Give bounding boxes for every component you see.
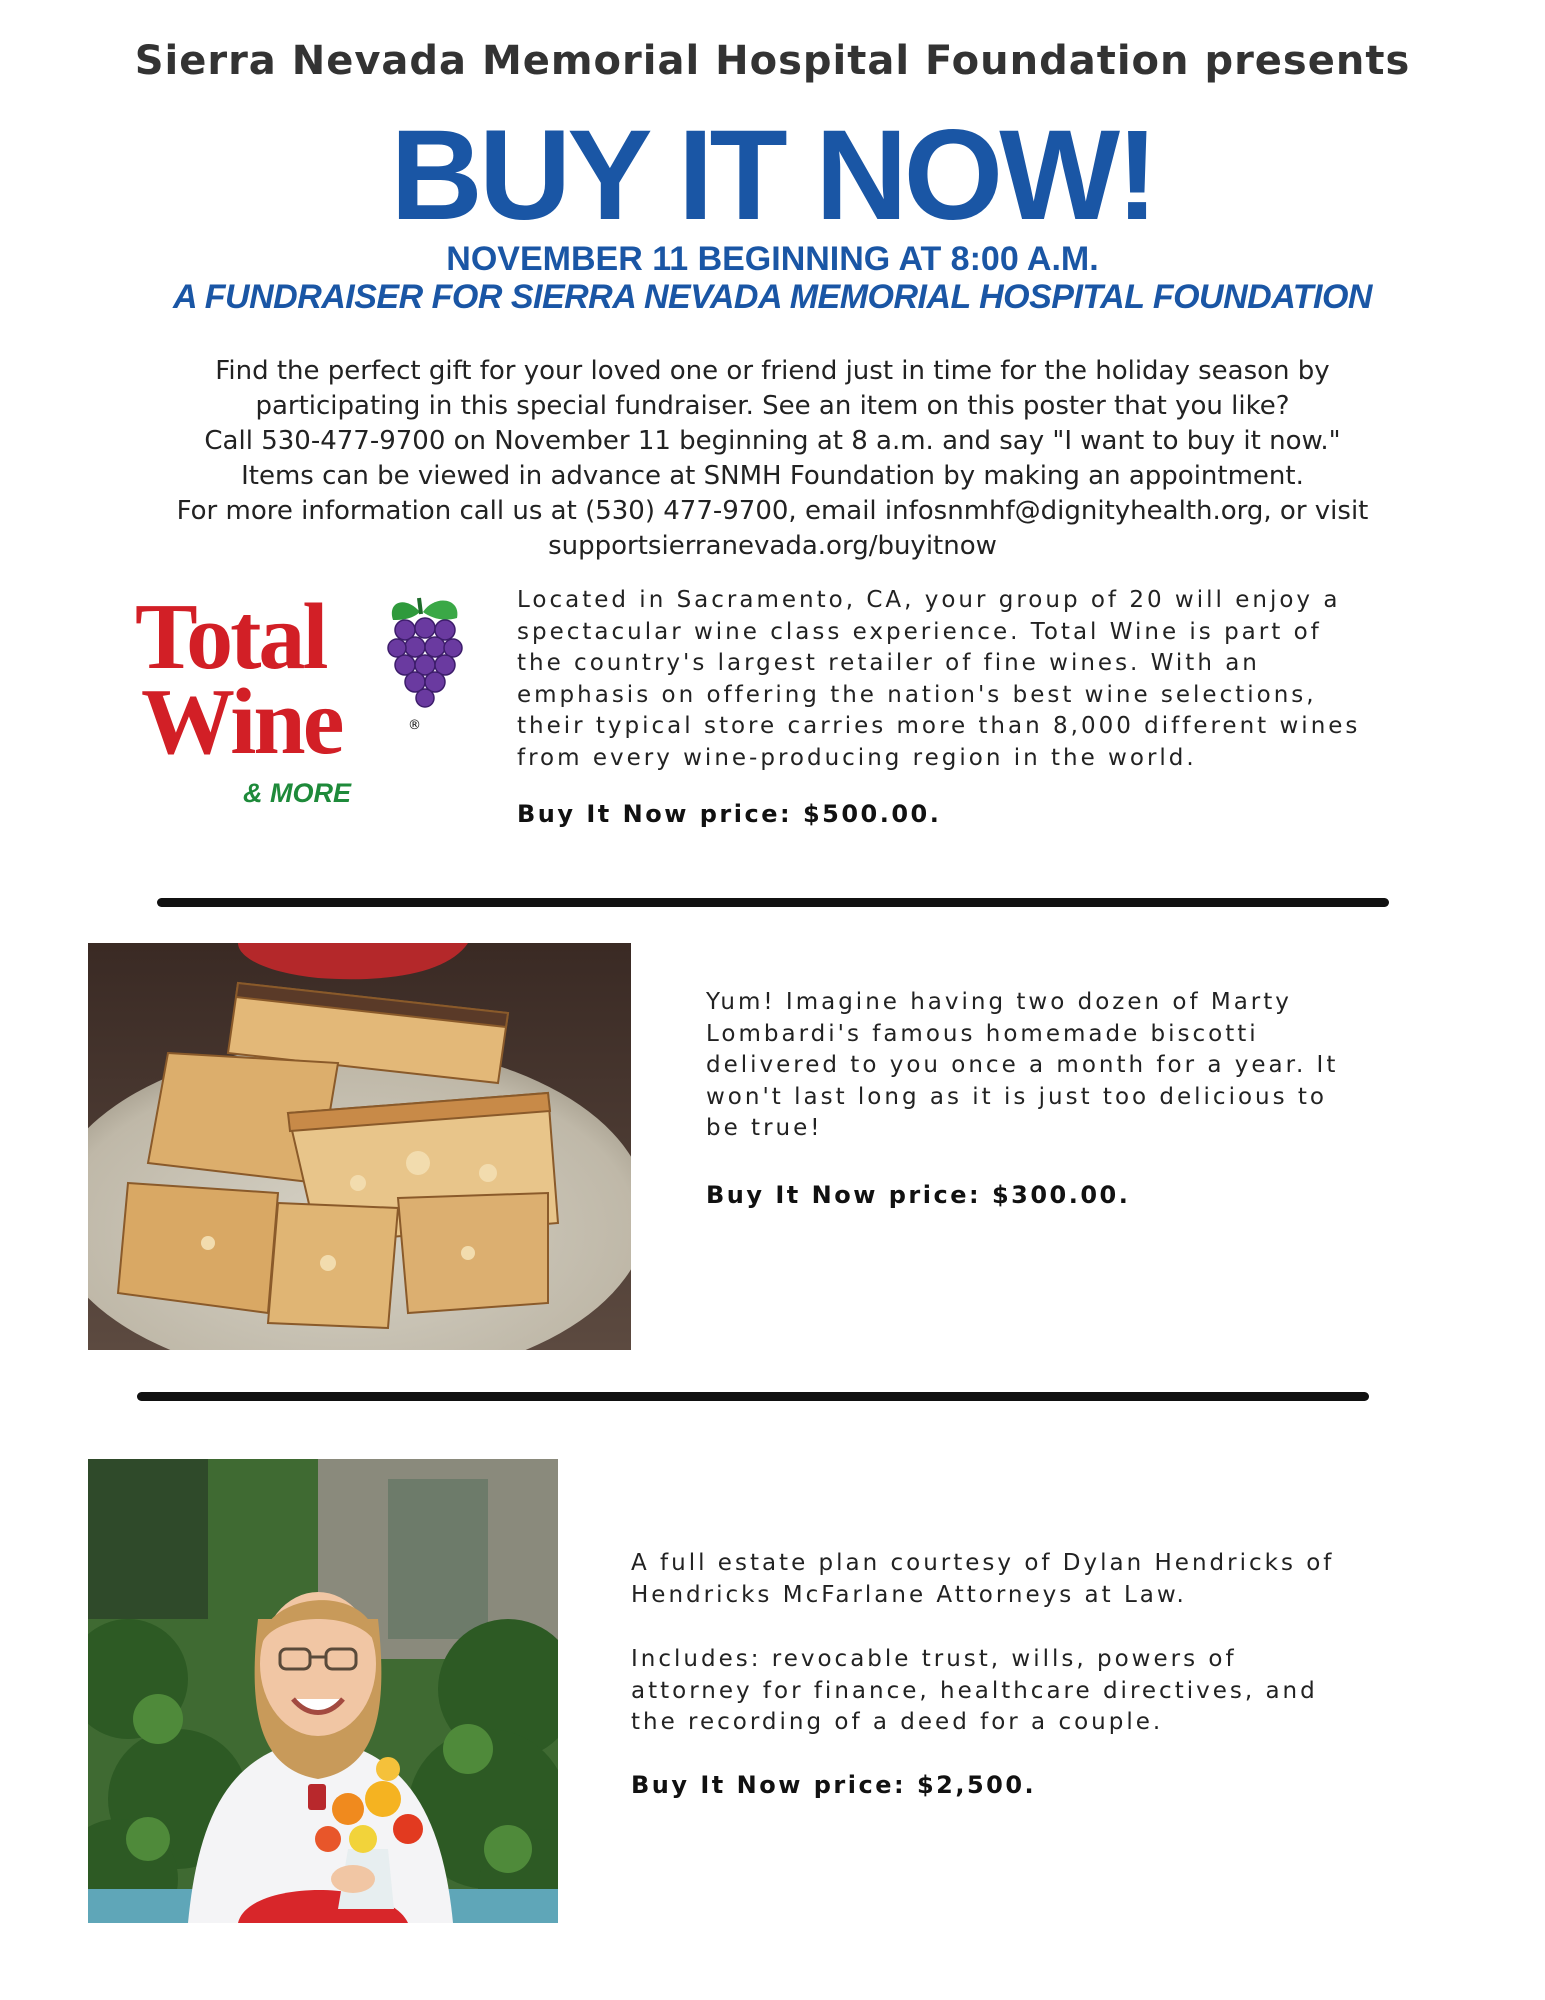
description-line: from every wine-producing region in the world. [517,744,1197,771]
estate-plan-includes [631,1644,1318,1739]
logo-and-more: & MORE [243,778,351,808]
intro-line: Call 530-477-9700 on November 11 beginning at 8 a.m. and say "I want to buy it now." [204,426,1341,456]
description-line: be true! [706,1115,823,1141]
includes-line: attorney for finance, healthcare directives, and [631,1677,1318,1704]
grape-icon [375,590,475,710]
includes-line: the recording of a deed for a couple. [631,1709,1164,1735]
description-line: Yum! Imagine having two dozen of Marty [706,989,1292,1015]
estate-plan-description [631,1548,1334,1611]
date-line: NOVEMBER 11 BEGINNING AT 8:00 A.M. [446,240,1099,278]
logo-registered-mark: ® [408,718,421,733]
description-line: their typical store carries more than 8,000 different wines [517,713,1361,739]
fundraiser-line: A FUNDRAISER FOR SIERRA NEVADA MEMORIAL HOSPITAL FOUNDATION [173,278,1372,316]
estate-plan-price: Buy It Now price: $2,500. [631,1771,1037,1799]
intro-line: supportsierranevada.org/buyitnow [548,531,997,561]
biscotti-description [706,987,1338,1145]
total-wine-description [517,585,1360,774]
description-line: spectacular wine class experience. Total Wine is part of [517,618,1322,645]
intro-line: Find the perfect gift for your loved one or friend just in time for the holiday season by [215,356,1330,386]
logo-wine: Wine [141,670,342,774]
logo-total: Total [135,585,326,689]
divider [137,1392,1369,1401]
biscotti-photo [88,943,631,1350]
total-wine-price: Buy It Now price: $500.00. [517,800,942,828]
headline: BUY IT NOW! [390,104,1155,247]
attorney-photo [88,1459,558,1923]
description-line: Hendricks McFarlane Attorneys at Law. [631,1581,1187,1608]
intro-line: Items can be viewed in advance at SNMH Foundation by making an appointment. [241,461,1304,491]
intro-paragraph [60,354,1485,564]
description-line: delivered to you once a month for a year. It [706,1052,1339,1078]
includes-line: Includes: revocable trust, wills, powers of [631,1646,1237,1672]
description-line: Located in Sacramento, CA, your group of 20 will enjoy a [517,587,1341,613]
description-line: A full estate plan courtesy of Dylan Hendricks of [631,1550,1335,1576]
description-line: won't last long as it is just too delicious to [706,1083,1327,1110]
divider [157,898,1389,907]
intro-line: participating in this special fundraiser. See an item on this poster that you like? [255,391,1290,421]
biscotti-price: Buy It Now price: $300.00. [706,1181,1131,1209]
presenter-line: Sierra Nevada Memorial Hospital Foundation presents [134,38,1411,84]
description-line: the country's largest retailer of fine wines. With an [517,650,1260,676]
description-line: Lombardi's famous homemade biscotti [706,1020,1259,1047]
description-line: emphasis on offering the nation's best wine selections, [517,681,1317,708]
intro-line: For more information call us at (530) 477-9700, email infosnmhf@dignityhealth.org, or visit [176,496,1369,526]
total-wine-logo [125,585,475,820]
